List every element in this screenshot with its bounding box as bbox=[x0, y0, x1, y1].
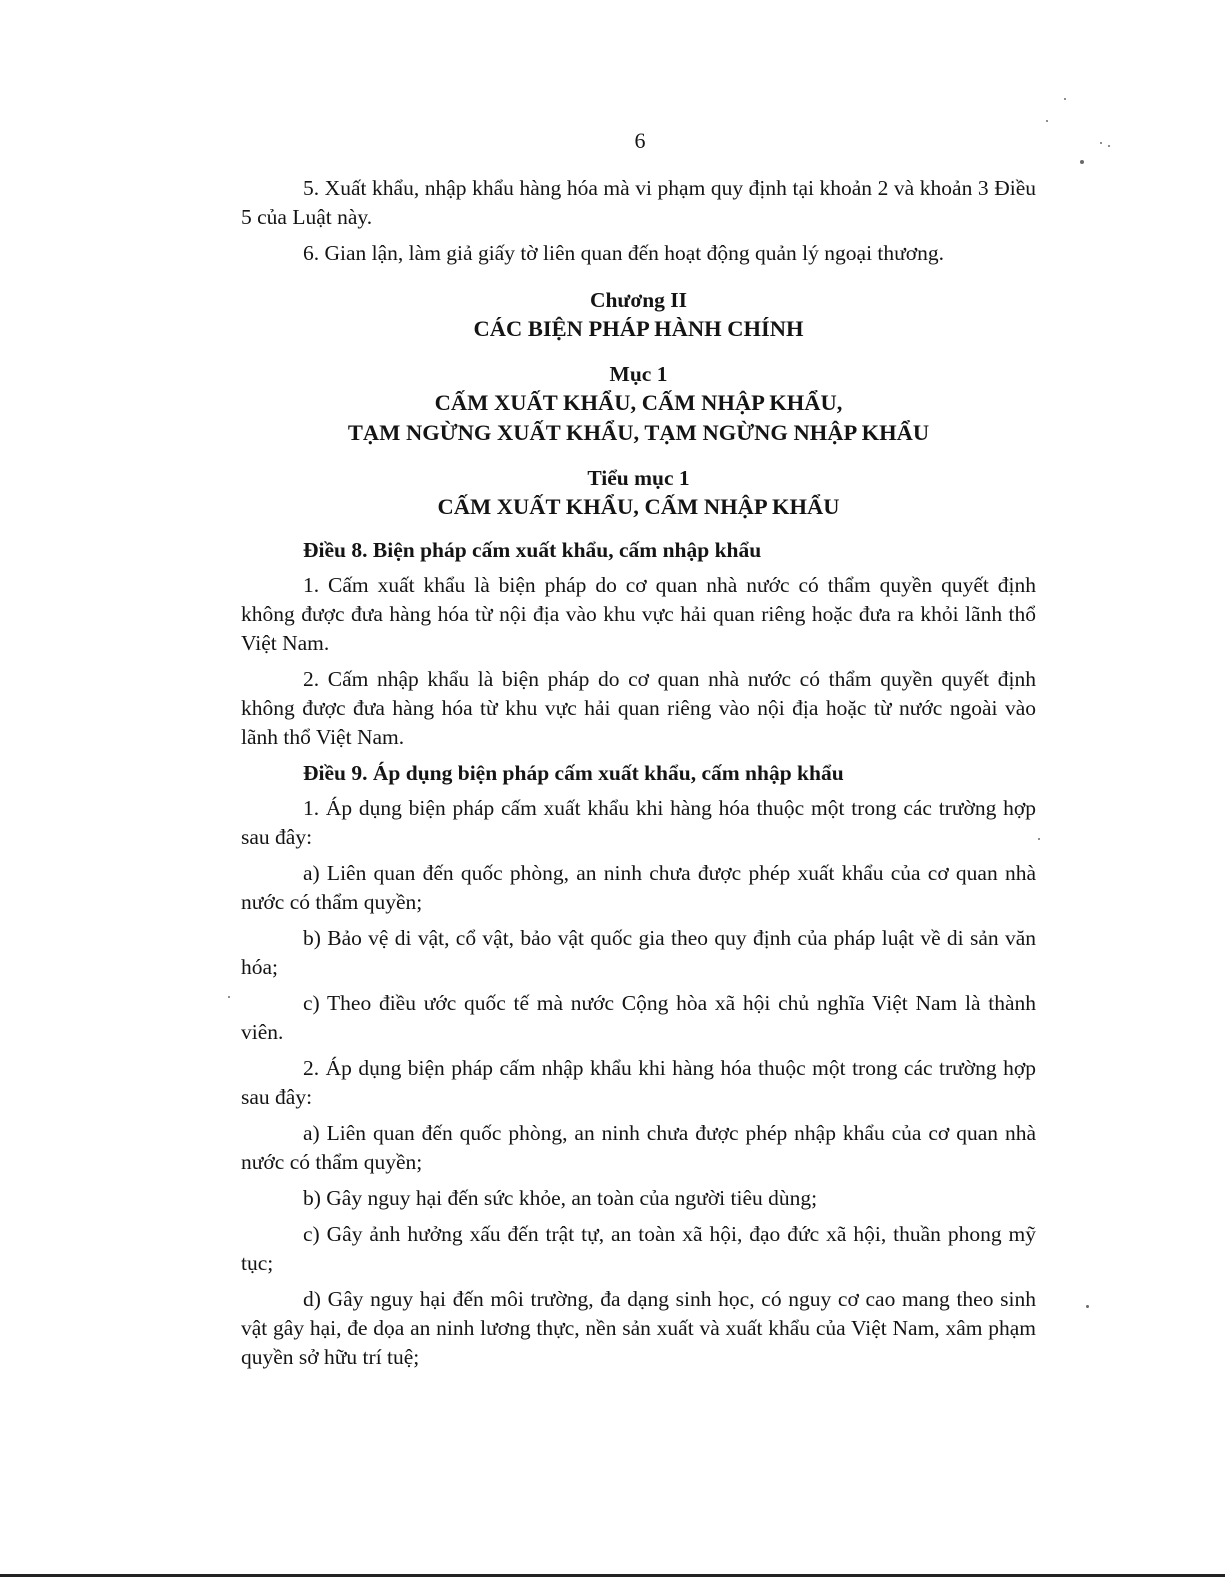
article-8-item-1: 1. Cấm xuất khẩu là biện pháp do cơ quan nhà nước có thẩm quyền quyết định không được đưa hàng hóa từ nội địa vào khu vực hải quan riêng hoặc đưa ra khỏi lãnh thổ Việt Nam. bbox=[241, 573, 1036, 655]
article-9-item-2c: c) Gây ảnh hưởng xấu đến trật tự, an toàn xã hội, đạo đức xã hội, thuần phong mỹ tục; bbox=[241, 1222, 1036, 1275]
scan-speck bbox=[228, 996, 230, 998]
section-title-line-1: CẤM XUẤT KHẨU, CẤM NHẬP KHẨU, bbox=[434, 390, 843, 415]
article-9-item-2a: a) Liên quan đến quốc phòng, an ninh chưa được phép nhập khẩu của cơ quan nhà nước có thẩm quyền; bbox=[241, 1121, 1036, 1174]
paragraph-item-6: 6. Gian lận, làm giả giấy tờ liên quan đến hoạt động quản lý ngoại thương. bbox=[303, 241, 945, 265]
article-9-item-1b: b) Bảo vệ di vật, cổ vật, bảo vật quốc gia theo quy định của pháp luật về di sản văn hóa; bbox=[241, 926, 1036, 979]
article-8-title: Điều 8. Biện pháp cấm xuất khẩu, cấm nhập khẩu bbox=[303, 538, 762, 562]
paragraph-item-5: 5. Xuất khẩu, nhập khẩu hàng hóa mà vi phạm quy định tại khoản 2 và khoản 3 Điều 5 của Luật này. bbox=[241, 176, 1036, 229]
scan-speck bbox=[1064, 98, 1066, 100]
scan-speck bbox=[1080, 160, 1084, 164]
section-title-line-2: TẠM NGỪNG XUẤT KHẨU, TẠM NGỪNG NHẬP KHẨU bbox=[347, 420, 930, 445]
article-9-item-2: 2. Áp dụng biện pháp cấm nhập khẩu khi hàng hóa thuộc một trong các trường hợp sau đây: bbox=[241, 1056, 1036, 1109]
article-9-item-2b: b) Gây nguy hại đến sức khỏe, an toàn của người tiêu dùng; bbox=[303, 1186, 818, 1210]
article-9-item-2d: d) Gây nguy hại đến môi trường, đa dạng sinh học, có nguy cơ cao mang theo sinh vật gây hại, đe dọa an ninh lương thực, nền sản xuất và xuất khẩu của Việt Nam, xâm phạm quyền sở hữu trí tuệ; bbox=[241, 1287, 1036, 1369]
page-bottom-edge bbox=[0, 1574, 1225, 1577]
article-9-title: Điều 9. Áp dụng biện pháp cấm xuất khẩu, cấm nhập khẩu bbox=[303, 761, 844, 785]
scan-speck bbox=[1100, 142, 1102, 144]
article-9-item-1c: c) Theo điều ước quốc tế mà nước Cộng hòa xã hội chủ nghĩa Việt Nam là thành viên. bbox=[241, 991, 1036, 1044]
section-label: Mục 1 bbox=[609, 362, 668, 386]
chapter-title: CÁC BIỆN PHÁP HÀNH CHÍNH bbox=[473, 316, 804, 341]
page-number: 6 bbox=[634, 128, 646, 153]
subsection-title: CẤM XUẤT KHẨU, CẤM NHẬP KHẨU bbox=[437, 494, 840, 519]
scan-speck bbox=[1086, 1305, 1089, 1308]
article-9-item-1a: a) Liên quan đến quốc phòng, an ninh chưa được phép xuất khẩu của cơ quan nhà nước có thẩm quyền; bbox=[241, 861, 1036, 914]
scan-speck bbox=[1038, 838, 1040, 840]
scan-speck bbox=[1046, 120, 1048, 122]
chapter-label: Chương II bbox=[589, 288, 688, 312]
subsection-label: Tiểu mục 1 bbox=[587, 466, 690, 490]
scan-speck bbox=[1108, 145, 1110, 147]
page-content bbox=[241, 174, 1036, 1379]
article-9-item-1: 1. Áp dụng biện pháp cấm xuất khẩu khi hàng hóa thuộc một trong các trường hợp sau đây: bbox=[241, 796, 1036, 849]
article-8-item-2: 2. Cấm nhập khẩu là biện pháp do cơ quan nhà nước có thẩm quyền quyết định không được đưa hàng hóa từ khu vực hải quan riêng vào nội địa hoặc từ nước ngoài vào lãnh thổ Việt Nam. bbox=[241, 667, 1036, 749]
